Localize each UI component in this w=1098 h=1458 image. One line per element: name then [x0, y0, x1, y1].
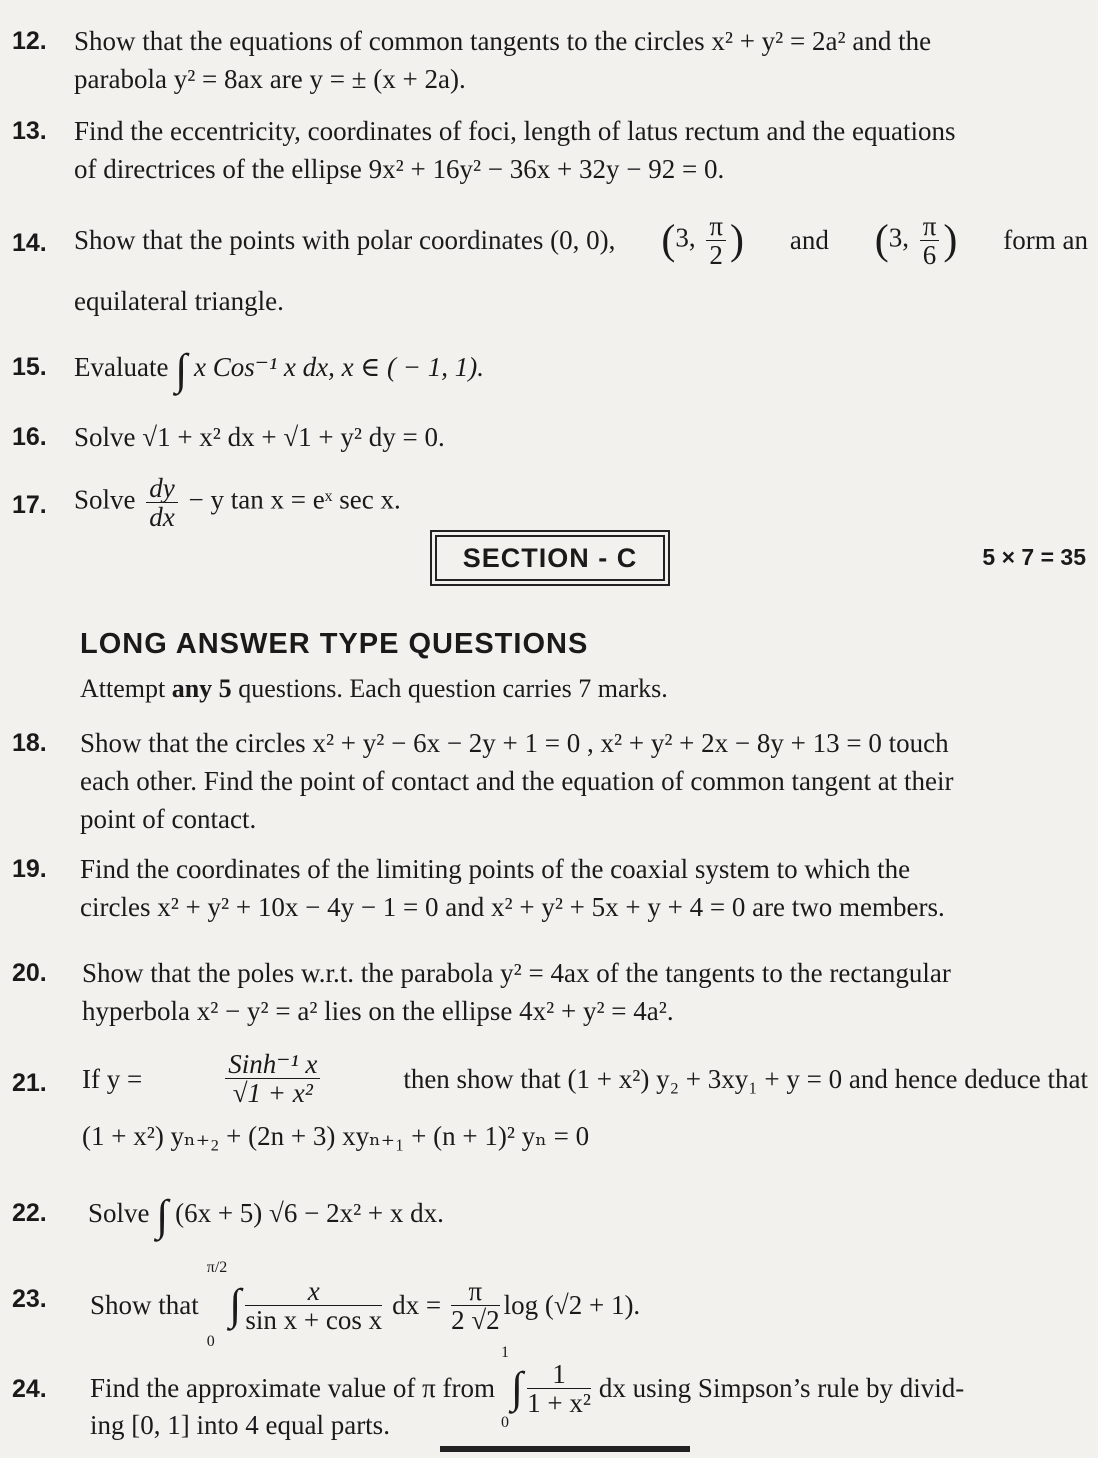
question-number: 13.: [12, 117, 47, 145]
question-text-line2: of directrices of the ellipse 9x² + 16y² − 36x + 32y − 92 = 0.: [74, 154, 725, 184]
question-number: 22.: [12, 1199, 47, 1227]
integral-sign: ∫: [511, 1363, 524, 1412]
question-20: [12, 954, 1088, 1030]
question-number: 20.: [12, 959, 47, 987]
question-number: 12.: [12, 27, 47, 55]
section-header: [0, 530, 1098, 590]
integrand-fraction: $\frac{1}{\text{1 + x²}}$: [527, 1358, 591, 1418]
question-18: [12, 724, 1088, 838]
integrand: x Cos⁻¹ x dx, x ∈ ( − 1, 1).: [194, 352, 485, 382]
question-16: [12, 418, 1088, 456]
question-number: 24.: [12, 1375, 47, 1403]
section-marks: 5 × 7 = 35: [982, 544, 1086, 570]
question-17: 17. Solve $\frac{dy}{dx}$ − y tan x = eˣ sec x.: [12, 473, 401, 532]
question-text-pre: Show that the points with polar coordinates (0, 0),: [74, 225, 616, 255]
question-text-line2: equilateral triangle.: [74, 286, 284, 316]
question-text-line1: Show that the circles x² + y² − 6x − 2y + 1 = 0 , x² + y² + 2x − 8y + 13 = 0 touch: [80, 728, 949, 758]
integral-sign: ∫: [175, 344, 188, 394]
question-number: 15.: [12, 353, 47, 381]
question-23: 23. Show that π/2 0 ∫ $\frac{x}{\text{sin x + cos x}}$ dx = $\frac{\pi}{2 √2}$ log (√2 + 1).: [12, 1259, 641, 1350]
integrand: (6x + 5) √6 − 2x² + x dx.: [175, 1198, 444, 1228]
question-13: [12, 112, 1088, 188]
question-text-line2: hyperbola x² − y² = a² lies on the ellipse 4x² + y² = 4a².: [82, 996, 674, 1026]
question-text-line2: parabola y² = 8ax are y = ± (x + 2a).: [74, 64, 466, 94]
question-number: 18.: [12, 729, 47, 757]
question-22: 22. Solve ∫ (6x + 5) √6 − 2x² + x dx.: [12, 1190, 444, 1240]
page-footer-rule: [440, 1446, 690, 1452]
integral-sign: ∫: [156, 1190, 169, 1240]
sinh-fraction: $\frac{\text{Sinh⁻¹ x}}{\text{√1 + x²}}$: [225, 1050, 320, 1107]
question-number: 23.: [12, 1285, 47, 1313]
integral-sign: ∫: [229, 1280, 242, 1329]
question-text-line1: Find the eccentricity, coordinates of foci, length of latus rectum and the equations: [74, 116, 956, 146]
question-text-line3: point of contact.: [80, 804, 257, 834]
section-heading: LONG ANSWER TYPE QUESTIONS: [80, 628, 589, 660]
and-text: and: [789, 225, 829, 255]
question-12: [12, 22, 1088, 98]
question-text-line1: Show that the poles w.r.t. the parabola y² = 4ax of the tangents to the rectangular: [82, 958, 951, 988]
question-15: 15. Evaluate ∫ x Cos⁻¹ x dx, x ∈ ( − 1, 1).: [12, 344, 485, 394]
question-24: 24. Find the approximate value of π from 1 0 ∫ $\frac{1}{\text{1 + x²}}$ dx using Simpson’s rule by divid- ing [0, 1] into 4 equal parts.: [12, 1340, 1088, 1444]
polar-point-1: (3, $\frac{\pi}{2}$ ): [661, 210, 744, 270]
question-number: 19.: [12, 855, 47, 883]
question-number: 21.: [12, 1069, 47, 1097]
question-19: [12, 850, 1088, 926]
section-title: SECTION - C: [435, 535, 665, 581]
section-title-box: [430, 530, 670, 586]
question-number: 16.: [12, 423, 47, 451]
polar-point-2: (3, $\frac{\pi}{6}$ ): [874, 210, 958, 270]
question-text-line1: Show that the equations of common tangents to the circles x² + y² = 2a² and the: [74, 26, 932, 56]
integral-limits: π/2 0: [206, 1259, 228, 1350]
question-number: 17.: [12, 491, 47, 519]
result-fraction: $\frac{\pi}{2 √2}$: [451, 1275, 500, 1335]
question-text-post: form an: [1003, 225, 1088, 255]
integrand-fraction: $\frac{x}{\text{sin x + cos x}}$: [245, 1275, 383, 1335]
question-text-line2: each other. Find the point of contact and the equation of common tangent at their: [80, 766, 954, 796]
section-instructions: Attempt any 5 questions. Each question carries 7 marks.: [80, 674, 668, 703]
question-text-line2: ing [0, 1] into 4 equal parts.: [90, 1410, 390, 1440]
integral-limits: 1 0: [501, 1344, 510, 1431]
question-21: 21. If y = $\frac{\text{Sinh⁻¹ x}}{\text{√1 + x²}}$ then show that (1 + x²) y₂ + 3xy₁ + y = 0 and hence deduce that (1 + x²) yₙ₊₂ + (2n + 3) xyₙ₊₁ + (n + 1)² yₙ = 0: [12, 1050, 1088, 1155]
question-text-line2: (1 + x²) yₙ₊₂ + (2n + 3) xyₙ₊₁ + (n + 1)² yₙ = 0: [82, 1121, 590, 1151]
question-number: 14.: [12, 229, 47, 257]
question-text-line2: circles x² + y² + 10x − 4y − 1 = 0 and x² + y² + 5x + y + 4 = 0 are two members.: [80, 892, 945, 922]
question-text: Solve √1 + x² dx + √1 + y² dy = 0.: [74, 422, 445, 452]
derivative-fraction: $\frac{dy}{dx}$: [146, 474, 177, 531]
question-14: [12, 206, 1088, 320]
question-text-line1: Find the coordinates of the limiting points of the coaxial system to which the: [80, 854, 911, 884]
